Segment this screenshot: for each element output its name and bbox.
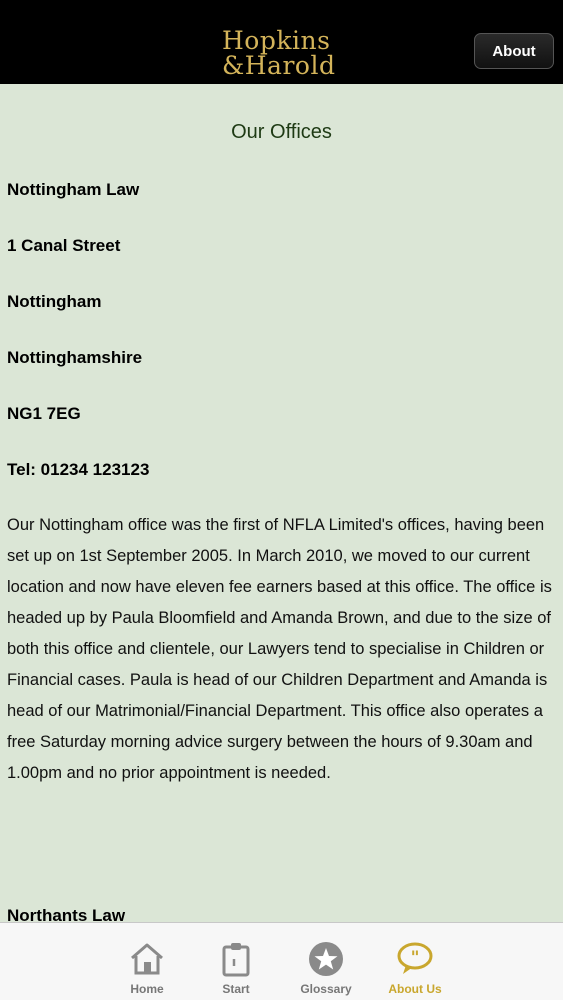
offices-content[interactable] <box>0 84 563 922</box>
office-description: Our Nottingham office was the first of NFLA Limited's offices, having been set up on 1st September 2005. In March 2010, we moved to our current location and now have eleven fee earners based at this office. The office is headed up by Paula Bloomfield and Amanda Brown, and due to the size of both this office and clientele, our Lawyers tend to specialise in Children or Financial cases. Paula is head of our Children Department and Amanda is head of our Matrimonial/Financial Department. This office also operates a free Saturday morning advice surgery between the hours of 9.30am and 1.00pm and no prior appointment is needed. <box>7 516 552 782</box>
office-postcode: NG1 7EG <box>7 404 81 423</box>
speech-bubble-icon <box>397 941 433 977</box>
tab-glossary-label: Glossary <box>300 982 352 996</box>
svg-text:": " <box>410 948 420 968</box>
logo-line-1: Hopkins <box>222 26 331 55</box>
tab-start[interactable] <box>196 923 276 1000</box>
next-office-name: Northants Law <box>7 906 126 922</box>
home-icon <box>129 941 165 977</box>
office-phone[interactable]: Tel: 01234 123123 <box>7 460 150 479</box>
office-name: Nottingham Law <box>7 180 140 199</box>
tab-bar <box>0 922 563 1000</box>
page-title: Our Offices <box>231 121 332 143</box>
hopkins-harold-logo <box>222 28 342 80</box>
top-bar <box>0 0 563 84</box>
office-street: 1 Canal Street <box>7 236 121 255</box>
tab-glossary[interactable] <box>286 923 366 1000</box>
tab-about-us[interactable] <box>375 923 455 1000</box>
office-city: Nottingham <box>7 292 102 311</box>
tab-start-label: Start <box>222 982 250 996</box>
tab-home-label: Home <box>130 982 164 996</box>
about-button[interactable]: About <box>474 33 554 69</box>
tab-home[interactable] <box>107 923 187 1000</box>
logo-line-2: &Harold <box>222 51 336 80</box>
clipboard-icon <box>218 941 254 977</box>
tab-about-us-label: About Us <box>388 982 442 996</box>
office-county: Nottinghamshire <box>7 348 143 367</box>
star-icon <box>308 941 344 977</box>
